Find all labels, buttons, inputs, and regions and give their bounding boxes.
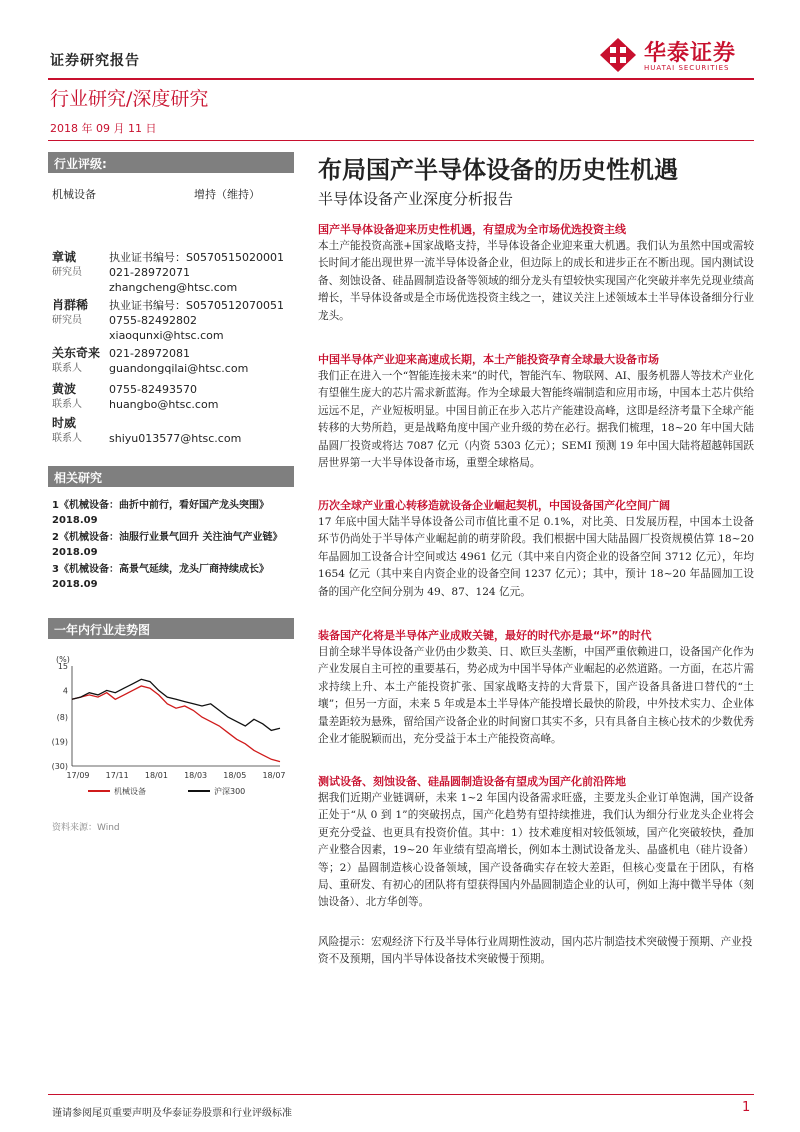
risk-warning: 风险提示：宏观经济下行及半导体行业周期性波动，国内芯片制造技术突破慢于预期、产业投资不及预期，国内半导体设备技术突破慢于预期。 bbox=[318, 936, 753, 966]
y-tick-label: (8) bbox=[56, 713, 68, 723]
y-tick-label: (19) bbox=[51, 737, 68, 747]
analyst-email[interactable]: shiyu013577@htsc.com bbox=[109, 432, 242, 445]
analyst-email[interactable]: xiaoqunxi@htsc.com bbox=[109, 329, 224, 342]
huatai-logo-icon bbox=[598, 36, 638, 74]
section-heading: 装备国产化将是半导体产业成败关键，最好的时代亦是最“坏”的时代 bbox=[318, 629, 652, 642]
logo-english: HUATAI SECURITIES bbox=[644, 64, 730, 72]
related-list bbox=[52, 498, 292, 592]
section bbox=[318, 498, 754, 601]
analyst-name: 肖群稀 bbox=[52, 298, 89, 312]
section bbox=[318, 774, 754, 912]
analyst-cert: 执业证书编号：S0570515020001 bbox=[109, 251, 284, 264]
sector-name: 机械设备 bbox=[52, 188, 96, 201]
footer-rule bbox=[48, 1094, 754, 1095]
analyst-block bbox=[52, 346, 302, 376]
analyst-name: 章诚 bbox=[52, 250, 77, 264]
analyst-name: 关东奇来 bbox=[52, 346, 101, 360]
footer-disclaimer[interactable]: 谨请参阅尾页重要声明及华泰证券股票和行业评级标准 bbox=[52, 1108, 292, 1119]
analyst-role: 联系人 bbox=[52, 363, 82, 374]
rating-header: 行业评级: bbox=[48, 152, 294, 173]
analyst-phone: 021-28972081 bbox=[109, 347, 190, 360]
related-item[interactable]: 3《机械设备：高景气延续，龙头厂商持续成长》2018.09 bbox=[52, 564, 269, 590]
y-tick-label: (30) bbox=[51, 762, 68, 771]
logo-text: 华泰证券 bbox=[644, 41, 737, 66]
section-body: 我们正在进入一个“智能连接未来”的时代，智能汽车、物联网、AI、服务机器人等技术产业化有望催生庞大的芯片需求新蓝海。作为全球最大智能终端制造和应用市场，中国本土芯片供给远远不足，产业短板明显。中国目前正在步入芯片产能建设高峰，这即是经济考量下全球产能转移的大势所趋，更是战略角度中国产业升级的势在必行。据我们梳理，18~20 年中国大陆晶圆厂投资或将达 7087 亿元（内资 5303 亿元）；SEMI 预测 19 年中国大陆将超越韩国跃居世界第一大半导体设备市场，重塑全球格局。 bbox=[318, 370, 754, 470]
analyst-phone: 0755-82492802 bbox=[109, 314, 197, 327]
y-axis-unit: (%) bbox=[56, 655, 70, 664]
industry-trend-chart bbox=[48, 644, 288, 804]
header-thin-rule bbox=[48, 140, 754, 141]
x-tick-label: 18/07 bbox=[262, 771, 286, 780]
section bbox=[318, 628, 754, 748]
section-body: 本土产能投资高涨+国家战略支持，半导体设备企业迎来重大机遇。我们认为虽然中国或需较长时间才能出现世界一流半导体设备企业，但边际上的成长和进步正在不断出现。国内测试设备、刻蚀设备、硅晶圆制造设备等领域的细分龙头有望较快实现国产化突破并率先兑现业绩高增长，半导体设备或是全市场优选投资主线之一，建议关注上述领域本土半导体设备细分行业龙头。 bbox=[318, 240, 754, 322]
section-heading: 历次全球产业重心转移造就设备企业崛起契机，中国设备国产化空间广阔 bbox=[318, 499, 670, 512]
analyst-email[interactable]: zhangcheng@htsc.com bbox=[109, 281, 238, 294]
chart-header: 一年内行业走势图 bbox=[48, 618, 294, 639]
section-body: 目前全球半导体设备产业仍由少数美、日、欧巨头垄断，中国严重依赖进口，设备国产化作为产业发展自主可控的重要基石，势必成为中国半导体产业崛起的必然道路。一方面，在芯片需求持续上升、本土产能投资扩张、国家战略支持的大背景下，国产设备具备进口替代的“土壤”；但另一方面，未来 5 年或是本土半导体产能投增长最快的阶段，中外技术实力、企业体量差距较为悬殊，留给国产设备企业的时间窗口其实不多，只有具备自主核心技术的少数优秀企业才能脱颖而出，充分受益于本土产能投资高峰。 bbox=[318, 646, 754, 746]
header-rule bbox=[48, 78, 754, 80]
related-item[interactable]: 1《机械设备：曲折中前行，看好国产龙头突围》2018.09 bbox=[52, 500, 269, 526]
analyst-name: 黄波 bbox=[52, 382, 77, 396]
huatai-logo bbox=[598, 36, 758, 74]
x-tick-label: 17/09 bbox=[66, 771, 90, 780]
y-tick-label: 4 bbox=[62, 686, 68, 696]
related-item[interactable]: 2《机械设备：油服行业景气回升 关注油气产业链》2018.09 bbox=[52, 532, 283, 558]
related-header: 相关研究 bbox=[48, 466, 294, 487]
analyst-role: 研究员 bbox=[52, 315, 82, 326]
report-subtitle: 半导体设备产业深度分析报告 bbox=[318, 190, 514, 208]
analyst-email[interactable]: huangbo@htsc.com bbox=[109, 398, 219, 411]
section-heading: 国产半导体设备迎来历史性机遇，有望成为全市场优选投资主线 bbox=[318, 223, 626, 236]
analyst-role: 联系人 bbox=[52, 399, 82, 410]
report-category: 行业研究/深度研究 bbox=[50, 88, 209, 110]
section-body: 据我们近期产业链调研，未来 1~2 年国内设备需求旺盛，主要龙头企业订单饱满，国产设备正处于“从 0 到 1”的突破拐点，国产化趋势有望持续推进，我们认为细分行业龙头企业将会更充分受益、也更具有投资价值。其中：1）技术难度相对较低领域，国产化突破较快，叠加产业整合因素，19~20 年业绩有望高增长，例如本土测试设备龙头、晶盛机电（硅片设备）等；2）晶圆制造核心设备领域，国产设备确实存在较大差距，但核心变量在于团队，有格局、重研发、有初心的团队将有望获得国内外晶圆制造企业的认可，例如上海中微半导体（刻蚀设备）、北方华创等。 bbox=[318, 792, 754, 909]
report-date: 2018 年 09 月 11 日 bbox=[50, 122, 157, 135]
x-tick-label: 18/03 bbox=[184, 771, 208, 780]
section-body: 17 年底中国大陆半导体设备公司市值比重不足 0.1%，对比美、日发展历程，中国本土设备环节仍尚处于半导体产业崛起前的萌芽阶段。我们根据中国大陆晶圆厂投资规模估算 18~20 年晶圆加工设备合计空间或达 4961 亿元（其中来自内资企业的设备空间 3712 亿元），年均 1654 亿元（其中来自内资企业的设备空间 1237 亿元）；其中，预计 18~20 年晶圆加工设备的国产化空间分别为 49、87、124 亿元。 bbox=[318, 516, 754, 598]
document-type: 证券研究报告 bbox=[50, 53, 140, 69]
analyst-phone: 021-28972071 bbox=[109, 266, 190, 279]
analyst-name: 时威 bbox=[52, 416, 77, 430]
section-heading: 中国半导体产业迎来高速成长期，本土产能投资孕育全球最大设备市场 bbox=[318, 353, 659, 366]
analyst-block bbox=[52, 298, 302, 342]
y-tick-label: 15 bbox=[57, 662, 68, 671]
x-tick-label: 17/11 bbox=[105, 771, 129, 780]
analyst-block bbox=[52, 382, 302, 412]
analyst-role: 研究员 bbox=[52, 267, 82, 278]
chart-source: 资料来源：Wind bbox=[52, 823, 120, 833]
section-heading: 测试设备、刻蚀设备、硅晶圆制造设备有望成为国产化前沿阵地 bbox=[318, 775, 626, 788]
report-title: 布局国产半导体设备的历史性机遇 bbox=[318, 155, 678, 184]
section bbox=[318, 222, 754, 325]
legend-label: 沪深300 bbox=[214, 787, 246, 796]
analyst-phone: 0755-82493570 bbox=[109, 383, 197, 396]
x-tick-label: 18/05 bbox=[223, 771, 247, 780]
rating-value: 增持（维持） bbox=[194, 188, 260, 201]
series-line-csi300 bbox=[72, 679, 280, 730]
analyst-block bbox=[52, 416, 302, 446]
analyst-cert: 执业证书编号：S0570512070051 bbox=[109, 299, 284, 312]
legend-label: 机械设备 bbox=[114, 787, 146, 796]
analyst-role: 联系人 bbox=[52, 433, 82, 444]
section bbox=[318, 352, 754, 472]
page-number: 1 bbox=[742, 1100, 751, 1115]
analyst-email[interactable]: guandongqilai@htsc.com bbox=[109, 362, 249, 375]
x-tick-label: 18/01 bbox=[144, 771, 168, 780]
analyst-block bbox=[52, 250, 302, 294]
